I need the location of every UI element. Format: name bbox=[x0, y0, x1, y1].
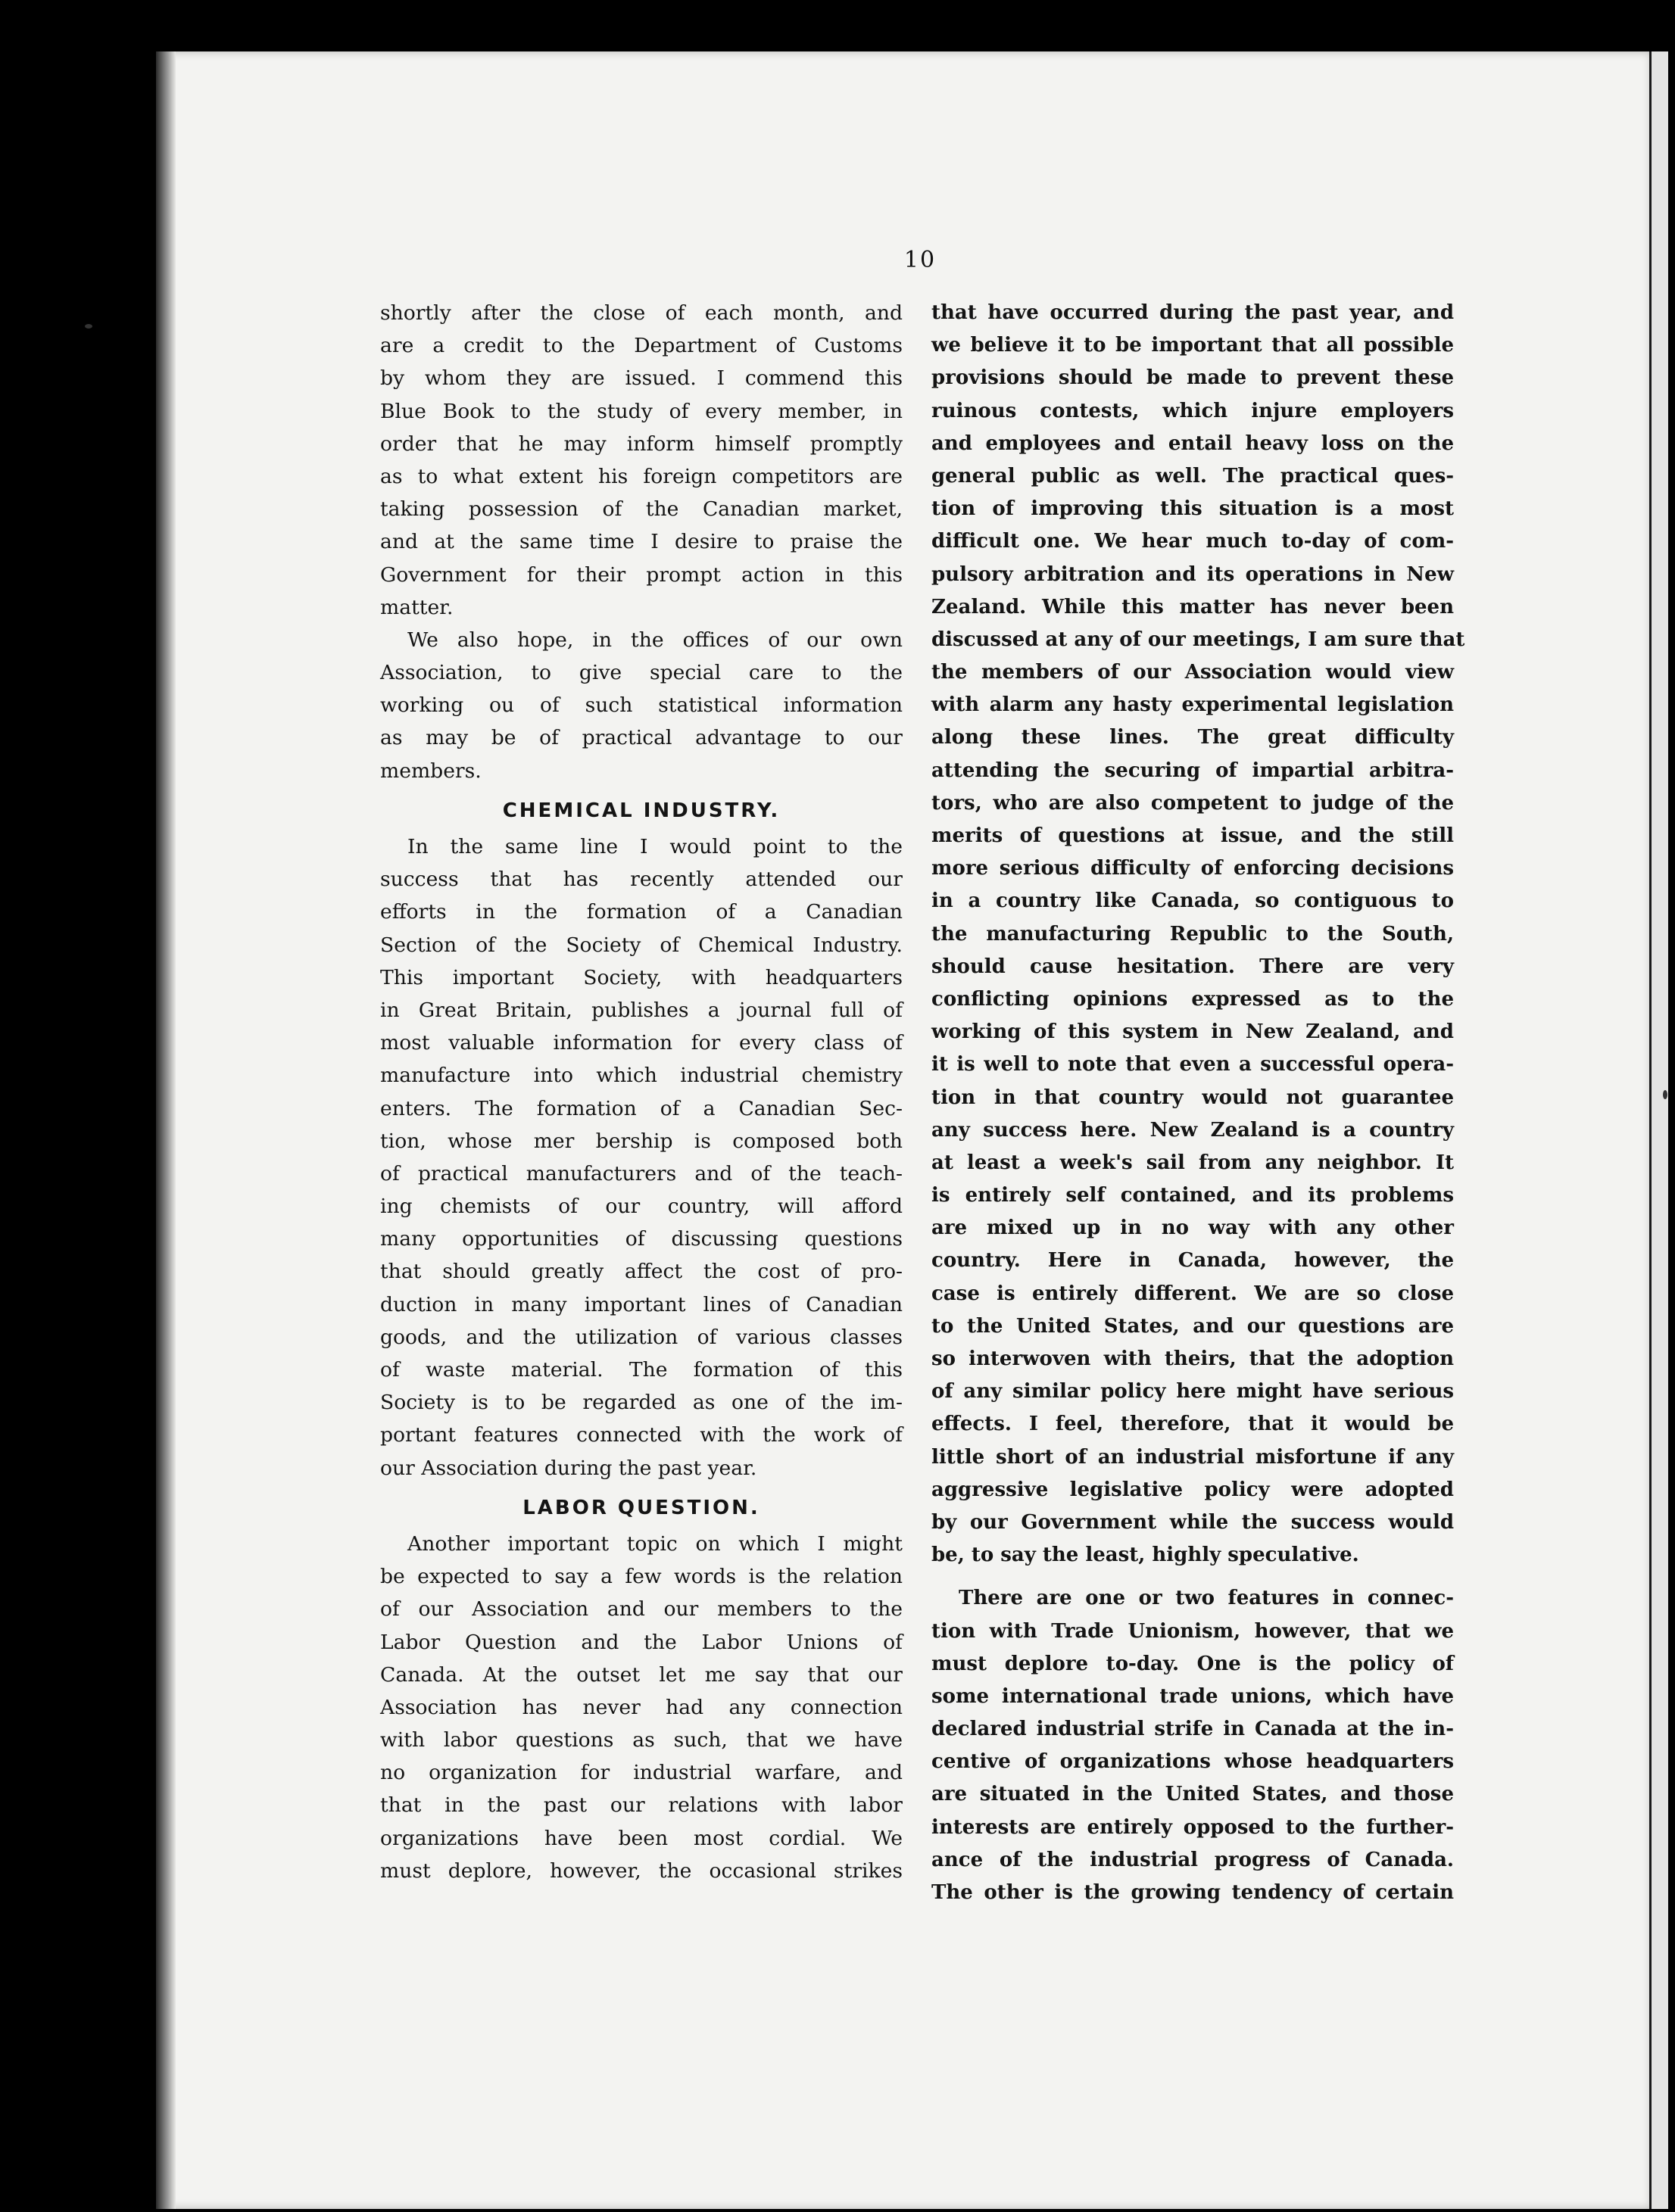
text-line: Government for their prompt action in this bbox=[380, 562, 903, 587]
text-line: more serious difficulty of enforcing decisions bbox=[931, 857, 1454, 880]
section-heading: LABOR QUESTION. bbox=[522, 1496, 760, 1519]
text-line: be, to say the least, highly speculative. bbox=[931, 1544, 1359, 1567]
text-line: attending the securing of impartial arbitra- bbox=[931, 759, 1454, 782]
text-line: centive of organizations whose headquarters bbox=[931, 1750, 1454, 1774]
text-line: matter. bbox=[380, 595, 454, 619]
text-line: that have occurred during the past year, and bbox=[931, 301, 1454, 324]
text-line: members. bbox=[380, 759, 482, 783]
text-line: shortly after the close of each month, and bbox=[380, 301, 903, 325]
text-line: We also hope, in the offices of our own bbox=[407, 628, 903, 652]
text-line: and at the same time I desire to praise the bbox=[380, 530, 903, 554]
paragraph bbox=[931, 297, 1465, 1572]
text-line: taking possession of the Canadian market, bbox=[380, 497, 903, 522]
text-line: is entirely self contained, and its problems bbox=[931, 1184, 1454, 1207]
text-line: working ou of such statistical information bbox=[380, 693, 903, 718]
section-heading: CHEMICAL INDUSTRY. bbox=[502, 799, 781, 822]
text-line: aggressive legislative policy were adopted bbox=[931, 1478, 1454, 1501]
text-line: conflicting opinions expressed as to the bbox=[931, 987, 1454, 1011]
text-line: Zealand. While this matter has never been bbox=[931, 595, 1454, 618]
paragraph bbox=[380, 830, 903, 1485]
text-line: order that he may inform himself promptly bbox=[380, 431, 903, 456]
text-line: Blue Book to the study of every member, in bbox=[380, 399, 903, 423]
text-line: be expected to say a few words is the relation bbox=[380, 1565, 903, 1589]
text-line: This important Society, with headquarters bbox=[380, 965, 903, 989]
page-left-edge bbox=[156, 51, 176, 2209]
text-line: of any similar policy here might have serious bbox=[931, 1380, 1454, 1404]
text-line: working of this system in New Zealand, and bbox=[931, 1020, 1454, 1044]
text-line: little short of an industrial misfortune if any bbox=[931, 1445, 1454, 1469]
text-line: Society is to be regarded as one of the im- bbox=[380, 1391, 903, 1415]
text-line: most valuable information for every class of bbox=[380, 1031, 903, 1055]
text-line: enters. The formation of a Canadian Sec- bbox=[380, 1096, 903, 1120]
text-line: are a credit to the Department of Customs bbox=[380, 334, 903, 358]
text-line: ing chemists of our country, will afford bbox=[380, 1195, 903, 1219]
text-line: to the United States, and our questions are bbox=[931, 1314, 1454, 1338]
paragraph-gap bbox=[931, 1572, 1454, 1582]
text-line: so interwoven with theirs, that the adoption bbox=[931, 1347, 1454, 1370]
left-column bbox=[380, 297, 903, 1887]
text-line: discussed at any of our meetings, I am sure that bbox=[931, 628, 1465, 651]
paragraph bbox=[380, 624, 903, 787]
text-line: goods, and the utilization of various classes bbox=[380, 1325, 903, 1349]
text-line: any success here. New Zealand is a country bbox=[931, 1118, 1454, 1142]
text-line: by whom they are issued. I commend this bbox=[380, 366, 903, 391]
scan-speck bbox=[1663, 1090, 1667, 1099]
text-line: pulsory arbitration and its operations in New bbox=[931, 562, 1454, 586]
right-column bbox=[931, 297, 1465, 1909]
text-line: Section of the Society of Chemical Industry. bbox=[380, 933, 903, 957]
text-line: as may be of practical advantage to our bbox=[380, 726, 903, 750]
text-line: case is entirely different. We are so close bbox=[931, 1282, 1454, 1305]
text-line: declared industrial strife in Canada at the in- bbox=[931, 1718, 1454, 1741]
text-line: with alarm any hasty experimental legislation bbox=[931, 693, 1454, 717]
paragraph bbox=[931, 1582, 1454, 1909]
text-line: Canada. At the outset let me say that our bbox=[380, 1662, 903, 1687]
text-line: tors, who are also competent to judge of the bbox=[931, 791, 1454, 815]
text-line: Labor Question and the Labor Unions of bbox=[380, 1630, 903, 1654]
text-line: with labor questions as such, that we have bbox=[380, 1728, 903, 1752]
text-line: at least a week's sail from any neighbor. It bbox=[931, 1151, 1454, 1174]
text-line: and employees and entail heavy loss on the bbox=[931, 431, 1454, 455]
text-line: we believe it to be important that all possible bbox=[931, 334, 1454, 357]
text-line: tion in that country would not guarantee bbox=[931, 1086, 1454, 1109]
text-line: portant features connected with the work of bbox=[380, 1423, 903, 1447]
text-line: that in the past our relations with labor bbox=[380, 1793, 903, 1818]
text-line: many opportunities of discussing questions bbox=[380, 1227, 903, 1251]
text-line: no organization for industrial warfare, and bbox=[380, 1761, 903, 1785]
text-line: tion of improving this situation is a most bbox=[931, 497, 1454, 521]
text-line: by our Government while the success would bbox=[931, 1510, 1454, 1534]
text-line: are mixed up in no way with any other bbox=[931, 1217, 1454, 1240]
text-line: our Association during the past year. bbox=[380, 1456, 757, 1480]
text-line: manufacture into which industrial chemistry bbox=[380, 1064, 903, 1088]
text-line: in a country like Canada, so contiguous to bbox=[931, 889, 1454, 913]
text-line: that should greatly affect the cost of pro- bbox=[380, 1260, 903, 1284]
text-line: duction in many important lines of Canadian bbox=[380, 1292, 903, 1316]
text-line: tion with Trade Unionism, however, that we bbox=[931, 1619, 1454, 1643]
text-line: Another important topic on which I might bbox=[407, 1531, 903, 1556]
text-line: tion, whose mer bership is composed both bbox=[380, 1129, 903, 1153]
text-line: of our Association and our members to the bbox=[380, 1597, 903, 1622]
text-line: ance of the industrial progress of Canada. bbox=[931, 1848, 1454, 1871]
paragraph bbox=[380, 1528, 903, 1887]
text-line: the members of our Association would view bbox=[931, 661, 1454, 684]
scan-speck bbox=[85, 324, 92, 329]
text-line: efforts in the formation of a Canadian bbox=[380, 900, 903, 924]
text-line: effects. I feel, therefore, that it would be bbox=[931, 1413, 1454, 1436]
text-line: The other is the growing tendency of certain bbox=[931, 1881, 1454, 1904]
text-line: in Great Britain, publishes a journal full of bbox=[380, 998, 903, 1022]
text-line: success that has recently attended our bbox=[380, 868, 903, 892]
text-line: Association, to give special care to the bbox=[380, 661, 903, 685]
text-line: the manufacturing Republic to the South, bbox=[931, 922, 1454, 946]
text-line: There are one or two features in connec- bbox=[959, 1587, 1454, 1610]
text-line: general public as well. The practical ques- bbox=[931, 464, 1454, 488]
text-line: are situated in the United States, and those bbox=[931, 1783, 1454, 1806]
text-line: difficult one. We hear much to-day of com- bbox=[931, 530, 1454, 553]
text-line: along these lines. The great difficulty bbox=[931, 726, 1454, 749]
text-line: should cause hesitation. There are very bbox=[931, 955, 1454, 978]
text-line: ruinous contests, which injure employers bbox=[931, 399, 1454, 422]
page-number: 10 bbox=[903, 247, 937, 273]
text-line: organizations have been most cordial. We bbox=[380, 1826, 903, 1850]
text-line: of waste material. The formation of this bbox=[380, 1358, 903, 1382]
text-line: some international trade unions, which have bbox=[931, 1684, 1454, 1708]
text-line: it is well to note that even a successful opera- bbox=[931, 1053, 1454, 1076]
text-line: country. Here in Canada, however, the bbox=[931, 1249, 1454, 1273]
text-line: of practical manufacturers and of the teach- bbox=[380, 1161, 903, 1185]
text-line: interests are entirely opposed to the further- bbox=[931, 1815, 1454, 1839]
text-line: must deplore to-day. One is the policy of bbox=[931, 1652, 1454, 1675]
paragraph bbox=[380, 297, 903, 624]
text-line: merits of questions at issue, and the still bbox=[931, 824, 1454, 847]
text-line: provisions should be made to prevent these bbox=[931, 366, 1454, 390]
page-right-edge bbox=[1649, 51, 1668, 2209]
text-line: as to what extent his foreign competitors are bbox=[380, 464, 903, 488]
text-line: In the same line I would point to the bbox=[407, 835, 903, 858]
text-line: must deplore, however, the occasional strikes bbox=[380, 1858, 903, 1883]
text-line: Association has never had any connection bbox=[380, 1695, 903, 1719]
